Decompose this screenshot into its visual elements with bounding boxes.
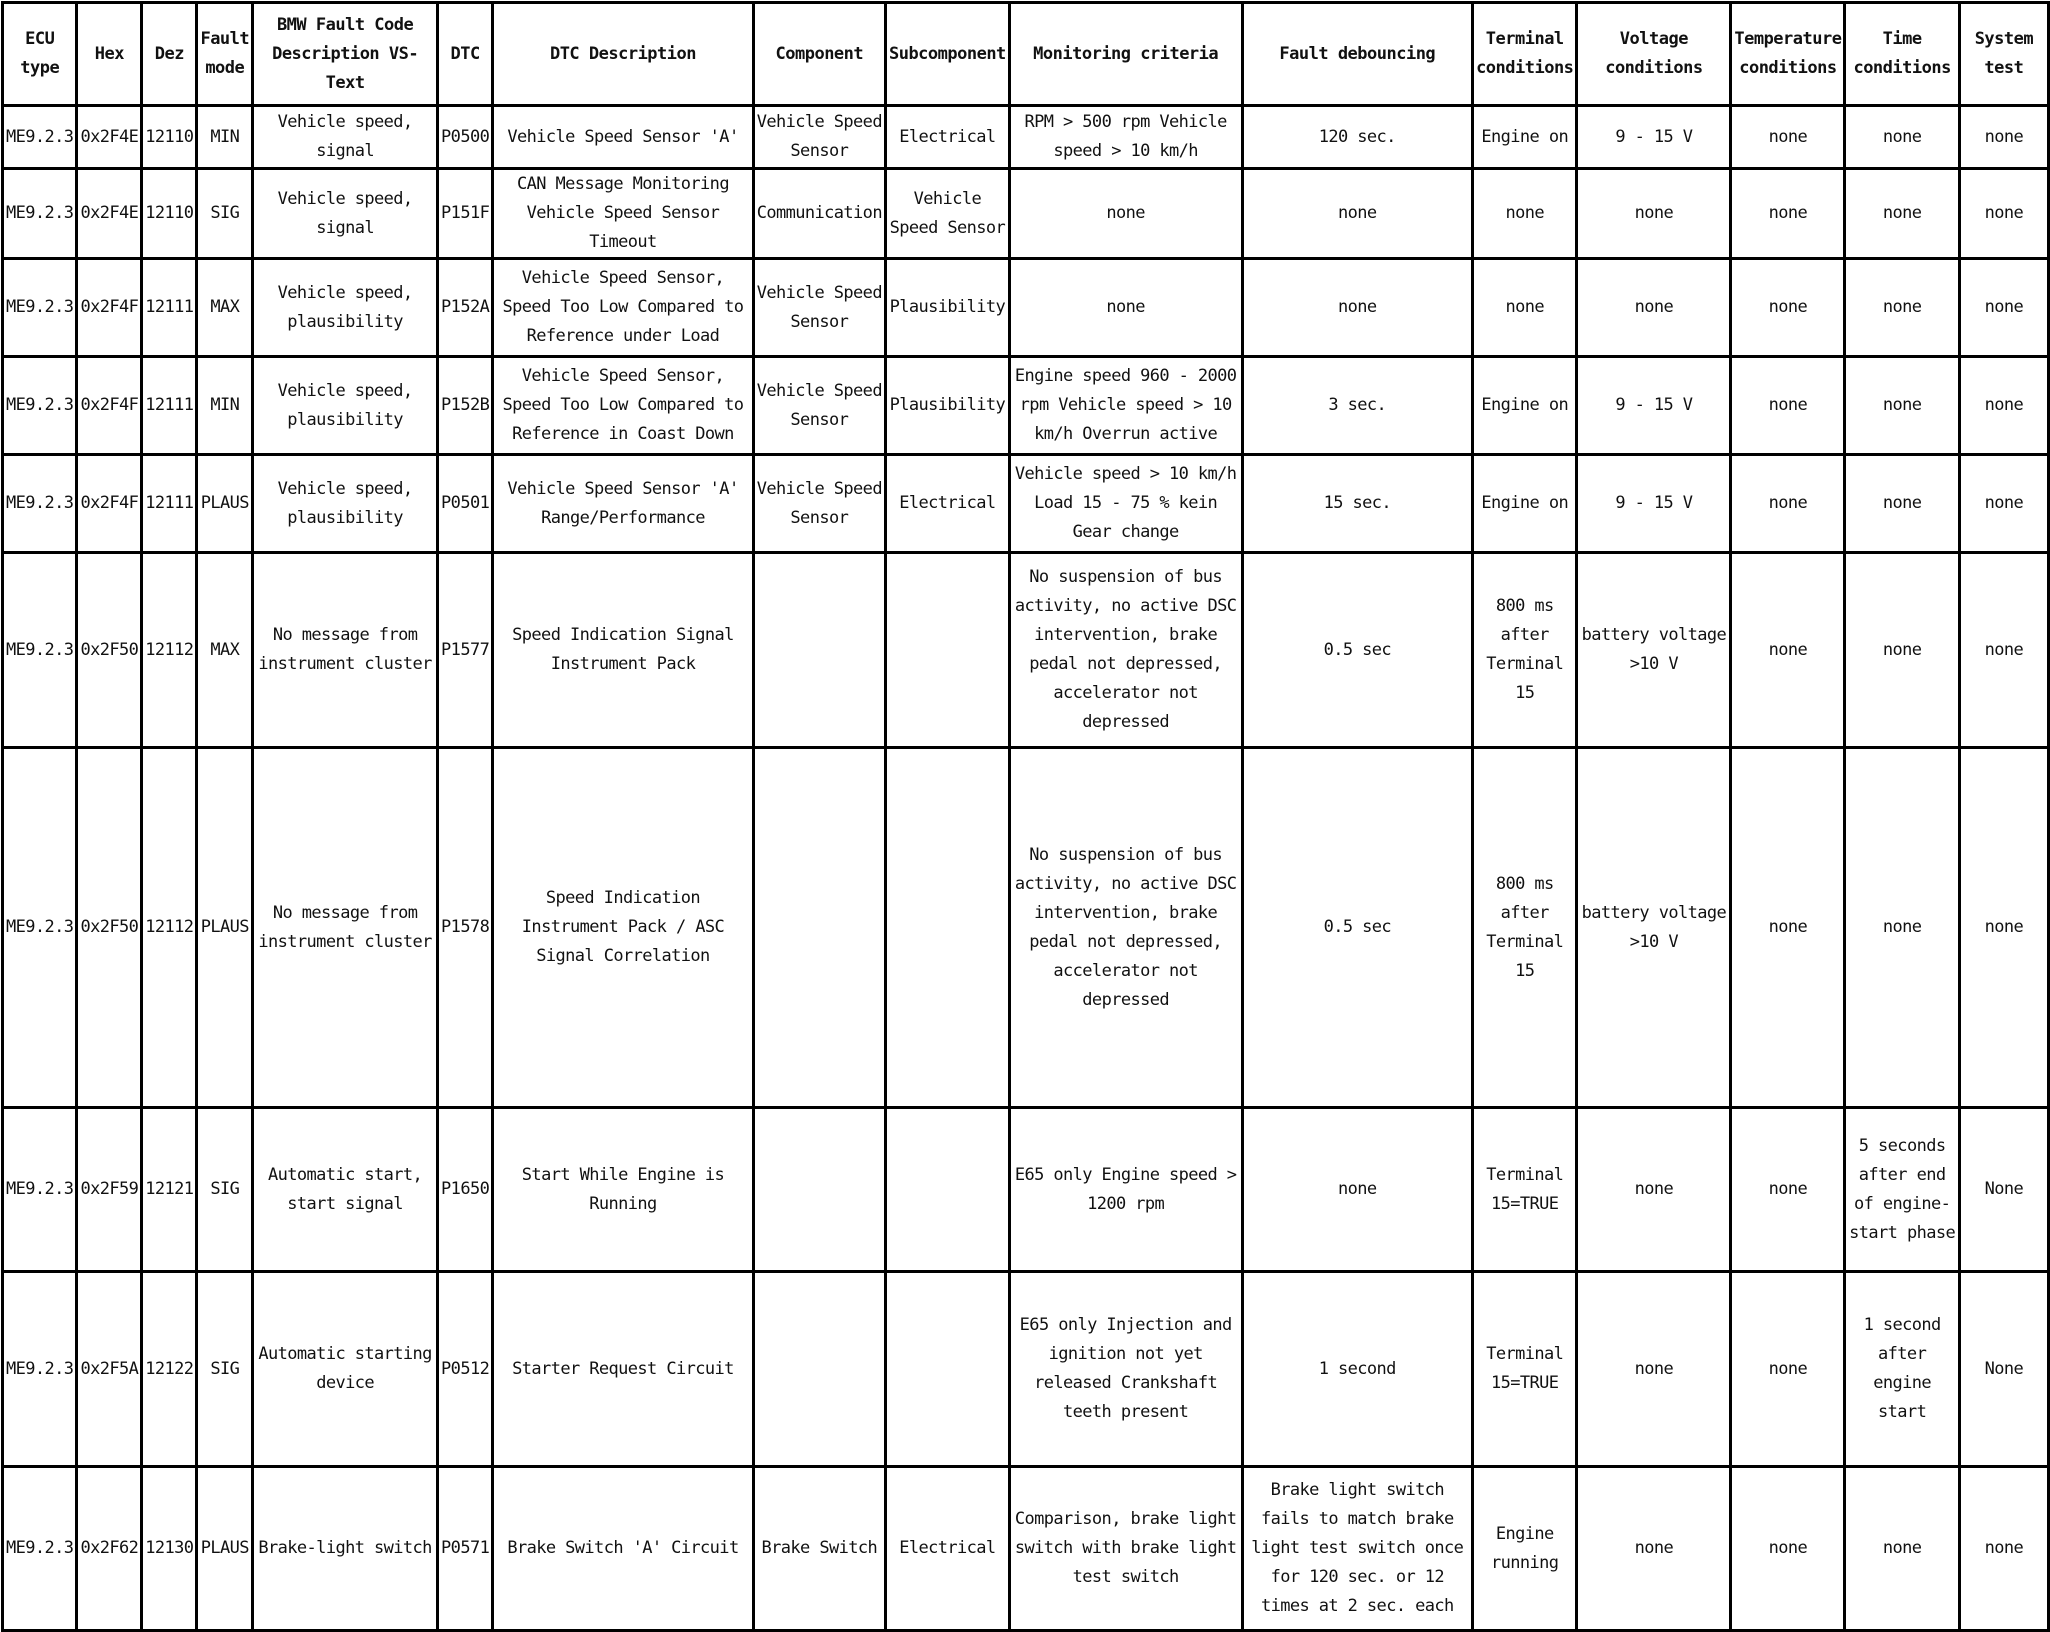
cell-dtc: P152A — [438, 259, 493, 357]
cell-bmw-text: Automatic starting device — [253, 1272, 438, 1467]
header-row — [3, 3, 2049, 106]
cell-subcomponent: Plausibility — [885, 259, 1009, 357]
cell-debouncing: Brake light switch fails to match brake light test switch once for 120 sec. or 12 times at 2 sec. each — [1242, 1467, 1473, 1631]
cell-voltage: 9 - 15 V — [1577, 106, 1731, 169]
cell-debouncing: 0.5 sec — [1242, 748, 1473, 1108]
cell-time: none — [1845, 106, 1959, 169]
cell-terminal: 800 ms after Terminal 15 — [1473, 748, 1577, 1108]
cell-ecu-type: ME9.2.3 — [3, 259, 77, 357]
cell-ecu-type: ME9.2.3 — [3, 1272, 77, 1467]
cell-monitoring: No suspension of bus activity, no active DSC intervention, brake pedal not depressed, accelerator not depressed — [1009, 748, 1242, 1108]
column-header: System test — [1959, 3, 2048, 106]
cell-temperature: none — [1731, 169, 1845, 259]
cell-hex: 0x2F4E — [77, 169, 142, 259]
column-header: Monitoring criteria — [1009, 3, 1242, 106]
cell-component: Brake Switch — [753, 1467, 885, 1631]
cell-dtc: P152B — [438, 357, 493, 455]
cell-dtc-description: Starter Request Circuit — [493, 1272, 753, 1467]
cell-dtc: P0571 — [438, 1467, 493, 1631]
cell-bmw-text: Vehicle speed, plausibility — [253, 357, 438, 455]
column-header: Fault mode — [197, 3, 253, 106]
cell-terminal: Engine running — [1473, 1467, 1577, 1631]
cell-dtc: P0500 — [438, 106, 493, 169]
cell-component: Vehicle Speed Sensor — [753, 106, 885, 169]
cell-temperature: none — [1731, 1272, 1845, 1467]
table-row — [3, 259, 2049, 357]
table-row — [3, 1108, 2049, 1272]
table-row — [3, 357, 2049, 455]
cell-hex: 0x2F4E — [77, 106, 142, 169]
cell-terminal: Engine on — [1473, 455, 1577, 553]
cell-system-test: none — [1959, 106, 2048, 169]
cell-ecu-type: ME9.2.3 — [3, 455, 77, 553]
cell-monitoring: Vehicle speed > 10 km/h Load 15 - 75 % kein Gear change — [1009, 455, 1242, 553]
cell-fault-mode: SIG — [197, 1108, 253, 1272]
cell-voltage: none — [1577, 169, 1731, 259]
column-header: Terminal conditions — [1473, 3, 1577, 106]
table-row — [3, 553, 2049, 748]
cell-hex: 0x2F50 — [77, 748, 142, 1108]
cell-fault-mode: MIN — [197, 357, 253, 455]
column-header: Time conditions — [1845, 3, 1959, 106]
cell-dez: 12110 — [142, 169, 197, 259]
cell-voltage: none — [1577, 1272, 1731, 1467]
cell-monitoring: none — [1009, 169, 1242, 259]
column-header: DTC Description — [493, 3, 753, 106]
cell-time: none — [1845, 1467, 1959, 1631]
cell-monitoring: RPM > 500 rpm Vehicle speed > 10 km/h — [1009, 106, 1242, 169]
cell-voltage: none — [1577, 259, 1731, 357]
cell-hex: 0x2F59 — [77, 1108, 142, 1272]
cell-bmw-text: Automatic start, start signal — [253, 1108, 438, 1272]
cell-hex: 0x2F50 — [77, 553, 142, 748]
cell-dtc-description: CAN Message Monitoring Vehicle Speed Sensor Timeout — [493, 169, 753, 259]
cell-subcomponent: Electrical — [885, 1467, 1009, 1631]
cell-system-test: none — [1959, 357, 2048, 455]
cell-dez: 12121 — [142, 1108, 197, 1272]
cell-debouncing: none — [1242, 169, 1473, 259]
column-header: Component — [753, 3, 885, 106]
table-row — [3, 106, 2049, 169]
cell-subcomponent: Vehicle Speed Sensor — [885, 169, 1009, 259]
cell-ecu-type: ME9.2.3 — [3, 357, 77, 455]
cell-monitoring: No suspension of bus activity, no active DSC intervention, brake pedal not depressed, accelerator not depressed — [1009, 553, 1242, 748]
cell-debouncing: 0.5 sec — [1242, 553, 1473, 748]
cell-bmw-text: Vehicle speed, plausibility — [253, 455, 438, 553]
cell-time: none — [1845, 169, 1959, 259]
cell-terminal: none — [1473, 169, 1577, 259]
table-row — [3, 1467, 2049, 1631]
cell-dtc-description: Vehicle Speed Sensor, Speed Too Low Compared to Reference under Load — [493, 259, 753, 357]
cell-dtc-description: Vehicle Speed Sensor 'A' — [493, 106, 753, 169]
cell-debouncing: 15 sec. — [1242, 455, 1473, 553]
cell-component: Vehicle Speed Sensor — [753, 455, 885, 553]
cell-debouncing: none — [1242, 259, 1473, 357]
cell-system-test: none — [1959, 259, 2048, 357]
cell-time: none — [1845, 553, 1959, 748]
cell-time: none — [1845, 748, 1959, 1108]
cell-system-test: none — [1959, 1467, 2048, 1631]
cell-bmw-text: No message from instrument cluster — [253, 553, 438, 748]
cell-dtc-description: Vehicle Speed Sensor 'A' Range/Performance — [493, 455, 753, 553]
cell-hex: 0x2F5A — [77, 1272, 142, 1467]
cell-component — [753, 748, 885, 1108]
cell-subcomponent — [885, 1108, 1009, 1272]
cell-dtc: P1578 — [438, 748, 493, 1108]
cell-fault-mode: MIN — [197, 106, 253, 169]
cell-terminal: Engine on — [1473, 106, 1577, 169]
cell-temperature: none — [1731, 357, 1845, 455]
cell-fault-mode: SIG — [197, 1272, 253, 1467]
cell-component: Communication — [753, 169, 885, 259]
fault-code-table — [1, 1, 2050, 1632]
cell-hex: 0x2F4F — [77, 259, 142, 357]
cell-hex: 0x2F4F — [77, 455, 142, 553]
cell-terminal: Terminal 15=TRUE — [1473, 1108, 1577, 1272]
cell-time: 1 second after engine start — [1845, 1272, 1959, 1467]
cell-dez: 12110 — [142, 106, 197, 169]
cell-system-test: None — [1959, 1272, 2048, 1467]
cell-time: none — [1845, 259, 1959, 357]
cell-voltage: 9 - 15 V — [1577, 455, 1731, 553]
cell-monitoring: Comparison, brake light switch with brake light test switch — [1009, 1467, 1242, 1631]
cell-bmw-text: Vehicle speed, signal — [253, 169, 438, 259]
cell-dez: 12122 — [142, 1272, 197, 1467]
cell-dtc: P0512 — [438, 1272, 493, 1467]
column-header: Hex — [77, 3, 142, 106]
cell-fault-mode: PLAUS — [197, 455, 253, 553]
column-header: Dez — [142, 3, 197, 106]
cell-dtc-description: Start While Engine is Running — [493, 1108, 753, 1272]
cell-ecu-type: ME9.2.3 — [3, 748, 77, 1108]
cell-temperature: none — [1731, 259, 1845, 357]
cell-time: none — [1845, 455, 1959, 553]
cell-component: Vehicle Speed Sensor — [753, 357, 885, 455]
cell-bmw-text: No message from instrument cluster — [253, 748, 438, 1108]
table-row — [3, 455, 2049, 553]
cell-subcomponent: Electrical — [885, 455, 1009, 553]
cell-time: 5 seconds after end of engine-start phase — [1845, 1108, 1959, 1272]
cell-bmw-text: Brake-light switch — [253, 1467, 438, 1631]
cell-dtc: P0501 — [438, 455, 493, 553]
cell-component — [753, 1108, 885, 1272]
table-row — [3, 1272, 2049, 1467]
cell-subcomponent — [885, 748, 1009, 1108]
cell-ecu-type: ME9.2.3 — [3, 553, 77, 748]
cell-voltage: none — [1577, 1467, 1731, 1631]
cell-voltage: battery voltage >10 V — [1577, 748, 1731, 1108]
cell-dtc-description: Vehicle Speed Sensor, Speed Too Low Compared to Reference in Coast Down — [493, 357, 753, 455]
cell-temperature: none — [1731, 106, 1845, 169]
column-header: BMW Fault Code Description VS-Text — [253, 3, 438, 106]
cell-dez: 12112 — [142, 553, 197, 748]
cell-dtc: P151F — [438, 169, 493, 259]
cell-terminal: Terminal 15=TRUE — [1473, 1272, 1577, 1467]
cell-dtc: P1577 — [438, 553, 493, 748]
cell-terminal: 800 ms after Terminal 15 — [1473, 553, 1577, 748]
cell-debouncing: none — [1242, 1108, 1473, 1272]
cell-component: Vehicle Speed Sensor — [753, 259, 885, 357]
cell-monitoring: E65 only Injection and ignition not yet released Crankshaft teeth present — [1009, 1272, 1242, 1467]
cell-fault-mode: PLAUS — [197, 1467, 253, 1631]
cell-ecu-type: ME9.2.3 — [3, 1467, 77, 1631]
cell-dez: 12130 — [142, 1467, 197, 1631]
column-header: ECU type — [3, 3, 77, 106]
cell-system-test: None — [1959, 1108, 2048, 1272]
cell-subcomponent — [885, 1272, 1009, 1467]
cell-temperature: none — [1731, 455, 1845, 553]
cell-ecu-type: ME9.2.3 — [3, 169, 77, 259]
cell-subcomponent — [885, 553, 1009, 748]
cell-subcomponent: Plausibility — [885, 357, 1009, 455]
cell-dez: 12112 — [142, 748, 197, 1108]
column-header: Subcomponent — [885, 3, 1009, 106]
cell-temperature: none — [1731, 748, 1845, 1108]
cell-temperature: none — [1731, 1108, 1845, 1272]
cell-dtc-description: Brake Switch 'A' Circuit — [493, 1467, 753, 1631]
column-header: Fault debouncing — [1242, 3, 1473, 106]
cell-temperature: none — [1731, 553, 1845, 748]
cell-dtc-description: Speed Indication Instrument Pack / ASC Signal Correlation — [493, 748, 753, 1108]
cell-debouncing: 1 second — [1242, 1272, 1473, 1467]
cell-bmw-text: Vehicle speed, plausibility — [253, 259, 438, 357]
cell-dez: 12111 — [142, 357, 197, 455]
cell-debouncing: 120 sec. — [1242, 106, 1473, 169]
cell-component — [753, 553, 885, 748]
cell-system-test: none — [1959, 553, 2048, 748]
cell-monitoring: none — [1009, 259, 1242, 357]
cell-dez: 12111 — [142, 455, 197, 553]
table-body — [3, 106, 2049, 1631]
cell-voltage: none — [1577, 1108, 1731, 1272]
cell-fault-mode: MAX — [197, 259, 253, 357]
cell-terminal: Engine on — [1473, 357, 1577, 455]
cell-hex: 0x2F62 — [77, 1467, 142, 1631]
cell-component — [753, 1272, 885, 1467]
cell-subcomponent: Electrical — [885, 106, 1009, 169]
column-header: Voltage conditions — [1577, 3, 1731, 106]
cell-system-test: none — [1959, 748, 2048, 1108]
cell-voltage: 9 - 15 V — [1577, 357, 1731, 455]
cell-system-test: none — [1959, 455, 2048, 553]
cell-system-test: none — [1959, 169, 2048, 259]
cell-temperature: none — [1731, 1467, 1845, 1631]
cell-time: none — [1845, 357, 1959, 455]
cell-dtc-description: Speed Indication Signal Instrument Pack — [493, 553, 753, 748]
cell-bmw-text: Vehicle speed, signal — [253, 106, 438, 169]
cell-debouncing: 3 sec. — [1242, 357, 1473, 455]
cell-dtc: P1650 — [438, 1108, 493, 1272]
cell-fault-mode: SIG — [197, 169, 253, 259]
cell-hex: 0x2F4F — [77, 357, 142, 455]
column-header: Temperature conditions — [1731, 3, 1845, 106]
cell-fault-mode: PLAUS — [197, 748, 253, 1108]
table-row — [3, 169, 2049, 259]
cell-ecu-type: ME9.2.3 — [3, 1108, 77, 1272]
cell-ecu-type: ME9.2.3 — [3, 106, 77, 169]
cell-terminal: none — [1473, 259, 1577, 357]
cell-dez: 12111 — [142, 259, 197, 357]
table-row — [3, 748, 2049, 1108]
column-header: DTC — [438, 3, 493, 106]
cell-fault-mode: MAX — [197, 553, 253, 748]
cell-monitoring: E65 only Engine speed > 1200 rpm — [1009, 1108, 1242, 1272]
cell-voltage: battery voltage >10 V — [1577, 553, 1731, 748]
cell-monitoring: Engine speed 960 - 2000 rpm Vehicle speed > 10 km/h Overrun active — [1009, 357, 1242, 455]
